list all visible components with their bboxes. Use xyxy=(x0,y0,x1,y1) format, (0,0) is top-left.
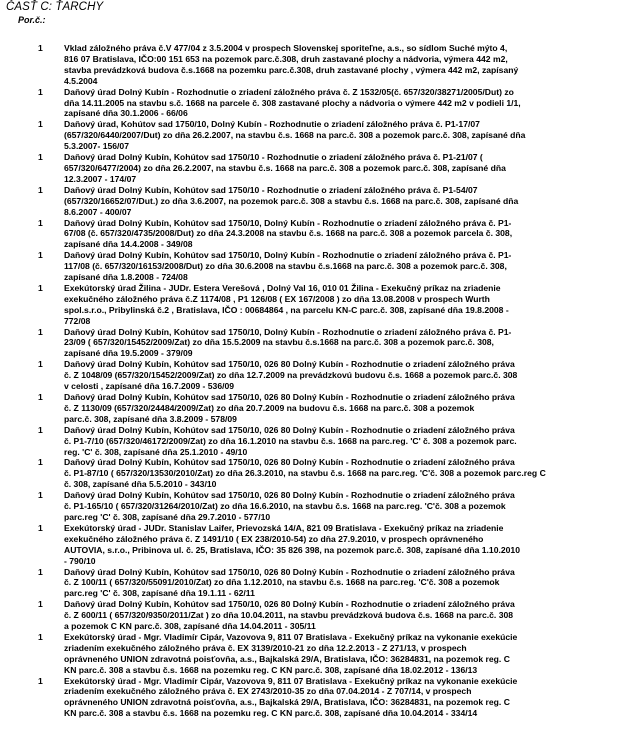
entry-text xyxy=(64,392,620,425)
entry-text-line: (657/320/16652/07/Dut.) zo dňa 3.6.2007, na pozemok parc.č. 308 a stavbu č.s. 1668 na parc.č. 308, zapísané dňa xyxy=(64,195,519,206)
entry-text-line: č. Z 100/11 ( 657/320/55091/2010/Zat) zo dňa 1.12.2010, na stavbu č.s. 1668 na parc.reg. 'C'č. 308 a pozemok xyxy=(64,577,500,588)
entry-text-line: KN parc.č. 308 a stavbu č.s. 1668 na pozemku reg. C KN parc.č. 308, zapísané dňa 18.02.2012 - 136/13 xyxy=(64,664,478,675)
encumbrance-entry xyxy=(0,185,628,218)
column-header-order-number: Por.č.: xyxy=(18,15,46,25)
entry-text-line: parc.reg 'C' č. 308, zapísané dňa 29.7.2010 - 577/10 xyxy=(64,511,271,522)
entry-text xyxy=(64,283,620,327)
entry-text xyxy=(64,87,620,120)
encumbrance-entry xyxy=(0,425,628,458)
entry-text-line: Daňový úrad Dolný Kubín, Kohútov sad 1750/10, Dolný Kubín - Rozhodnutie o zriadení záložného práva č. P1- xyxy=(64,217,512,228)
entry-text xyxy=(64,490,620,523)
entry-text-line: Daňový úrad Dolný Kubín, Kohútov sad 1750/10, 026 80 Dolný Kubín - Rozhodnutie o zriadení záložného práva xyxy=(64,599,515,610)
entry-text xyxy=(64,599,620,632)
entry-text xyxy=(64,676,620,720)
encumbrance-entry xyxy=(0,490,628,523)
entry-number: 1 xyxy=(38,119,43,130)
entry-text xyxy=(64,523,620,567)
entry-number: 1 xyxy=(38,675,43,686)
encumbrance-entry xyxy=(0,283,628,327)
entry-text-line: dňa 14.11.2005 na stavbu s.č. 1668 na parcele č. 308 zastavané plochy a nádvoria o výmere 442 m2 v podieli 1/1, xyxy=(64,97,521,108)
entry-text-line: č. 308, zapísané dňa 5.5.2010 - 343/10 xyxy=(64,479,217,490)
entry-text-line: - 790/10 xyxy=(64,555,96,566)
entry-text-line: a pozemok C KN parc.č. 308, zapísané dňa 14.04.2011 - 305/11 xyxy=(64,621,316,632)
encumbrance-entry xyxy=(0,359,628,392)
entry-text-line: 8.6.2007 - 400/07 xyxy=(64,206,132,217)
entry-number: 1 xyxy=(38,250,43,261)
entry-text xyxy=(64,185,620,218)
entry-text xyxy=(64,152,620,185)
entry-text-line: zapísané dňa 30.1.2006 - 66/06 xyxy=(64,108,188,119)
encumbrance-entry xyxy=(0,250,628,283)
encumbrance-entry xyxy=(0,523,628,567)
encumbrance-entry xyxy=(0,119,628,152)
entry-text-line: 5.3.2007- 156/07 xyxy=(64,141,129,152)
entry-text-line: Daňový úrad Dolný Kubín, Kohútov sad 1750/10, Dolný Kubín - Rozhodnutie o zriadení záložného práva č. P1- xyxy=(64,250,512,261)
entry-number: 1 xyxy=(38,566,43,577)
entry-text-line: č. Z 1048/09 (657/320/15452/2009/Zat) zo dňa 12.7.2009 na prevádzkovú budovu č.s. 1668 a pozemok parc.č. 308 xyxy=(64,370,518,381)
entry-text-line: Daňový úrad Dolný Kubín, Kohútov sad 1750/10 - Rozhodnutie o zriadení záložného práva č. P1-54/07 xyxy=(64,184,478,195)
section-title: ČASŤ C: ŤARCHY xyxy=(6,1,104,13)
entry-text-line: Exekútorský úrad - Mgr. Vladimír Cipár, Vazovova 9, 811 07 Bratislava - Exekučný príkaz na vykonanie exekúcie xyxy=(64,675,518,686)
entry-text xyxy=(64,359,620,392)
entry-text-line: oprávneného UNION zdravotná poisťovňa, a.s., Bajkalská 29/A, Bratislava, IČO: 36284831, na pozemok reg. C xyxy=(64,653,510,664)
entry-text-line: exekučného záložného práva č. Z 1491/10 ( EX 238/2010-54) zo dňa 27.9.2010, v prospech oprávneného xyxy=(64,533,484,544)
entry-number: 1 xyxy=(38,217,43,228)
entry-text-line: Daňový úrad Dolný Kubín, Kohútov sad 1750/10, 026 80 Dolný Kubín - Rozhodnutie o zriadení záložného práva xyxy=(64,457,515,468)
entry-number: 1 xyxy=(38,86,43,97)
encumbrance-entry xyxy=(0,218,628,251)
entry-text xyxy=(64,632,620,676)
entry-text-line: 23/09 ( 657/320/15452/2009/Zat) zo dňa 15.5.2009 na stavbu č.s.1668 na parc.č. 308 a pozemok parc.č. 308, xyxy=(64,337,494,348)
encumbrance-entry xyxy=(0,599,628,632)
entry-text-line: (657/320/6440/2007/Dut) zo dňa 26.2.2007, na stavbu č.s. 1668 na parc.č. 308 a pozemok parc.č. 308, zapísané dňa xyxy=(64,130,526,141)
entry-text xyxy=(64,567,620,600)
entry-text-line: v celosti , zapísané dňa 16.7.2009 - 536/09 xyxy=(64,381,235,392)
entry-text-line: Daňový úrad Dolný Kubín - Rozhodnutie o zriadení záložného práva č. Z 1532/05(č. 657/320/38271/2005/Dut) zo xyxy=(64,86,514,97)
entry-text-line: 117/08 (č. 657/320/16153/2008/Dut) zo dňa 30.6.2008 na stavbu č.s.1668 na parc.č. 308 a pozemok parc.č. 308, xyxy=(64,261,507,272)
entry-text-line: Daňový úrad Dolný Kubín, Kohútov sad 1750/10, 026 80 Dolný Kubín - Rozhodnutie o zriadení záložného práva xyxy=(64,392,515,402)
entry-text-line: Exekútorský úrad - Mgr. Vladimír Cipár, Vazovova 9, 811 07 Bratislava - Exekučný príkaz na vykonanie exekúcie xyxy=(64,631,518,642)
entry-text-line: Daňový úrad Dolný Kubín, Kohútov sad 1750/10, Dolný Kubín - Rozhodnutie o zriadení záložného práva č. P1- xyxy=(64,326,512,337)
entry-text-line: 67/08 (č. 657/320/4735/2008/Dut) zo dňa 24.3.2008 na stavbu č.s. 1668 na parc.č. 308 a pozemok parcela č. 308, xyxy=(64,228,513,239)
entry-text-line: exekučného záložného práva č.Z 1174/08 , P1 126/08 ( EX 167/2008 ) zo dňa 13.08.2008 v prospech Wurth xyxy=(64,293,490,304)
entry-text xyxy=(64,327,620,360)
entry-text-line: zapísané dňa 1.8.2008 - 724/08 xyxy=(64,272,188,283)
entry-text xyxy=(64,457,620,490)
entry-text xyxy=(64,43,620,87)
entry-text-line: 12.3.2007 - 174/07 xyxy=(64,173,137,184)
entry-text-line: KN parc.č. 308 a stavbu č.s. 1668 na pozemku reg. C KN parc.č. 308, zapísané dňa 10.04.2014 - 334/14 xyxy=(64,708,478,719)
entry-number: 1 xyxy=(38,599,43,610)
entry-text-line: č. P1-165/10 ( 657/320/31264/2010/Zat) zo dňa 16.6.2010, na stavbu č.s. 1668 na parc.reg. 'C'č. 308 a pozemok xyxy=(64,501,506,512)
entry-text-line: reg. 'C' č. 308, zapísané dňa 25.1.2010 - 49/10 xyxy=(64,446,248,457)
entry-text-line: zriadením exekučného záložného práva č. EX 3139/2010-21 zo dňa 12.2.2013 - Z 271/13, v prospech xyxy=(64,642,467,653)
entry-number: 1 xyxy=(38,631,43,642)
entry-text-line: 657/320/6477/2004) zo dňa 26.2.2007, na stavbu č.s. 1668 na parc.č. 308 a pozemok parc.č. 308, zapísané dňa xyxy=(64,162,506,173)
encumbrance-entry xyxy=(0,457,628,490)
entry-text-line: Daňový úrad Dolný Kubín, Kohútov sad 1750/10, 026 80 Dolný Kubín - Rozhodnutie o zriadení záložného práva xyxy=(64,359,515,370)
entry-text-line: 772/08 xyxy=(64,315,91,326)
entry-text-line: Daňový úrad Dolný Kubín, Kohútov sad 1750/10, 026 80 Dolný Kubín - Rozhodnutie o zriadení záložného práva xyxy=(64,566,515,577)
entry-number: 1 xyxy=(38,424,43,435)
entry-text-line: č. P1-87/10 ( 657/320/13530/2010/Zat) zo dňa 26.3.2010, na stavbu č.s. 1668 na parc.reg. 'C'č. 308 a pozemok parc.reg C xyxy=(64,468,546,479)
entry-number: 1 xyxy=(38,392,43,402)
entry-text-line: zriadením exekučného záložného práva č. EX 2743/2010-35 zo dňa 07.04.2014 - Z 707/14, v prospech xyxy=(64,686,472,697)
entry-number: 1 xyxy=(38,282,43,293)
entry-text-line: AUTOVIA, s.r.o., Pribinova ul. č. 25, Bratislava, IČO: 35 826 398, na pozemok parc.č. 308, zapísané dňa 1.10.2010 xyxy=(64,544,520,555)
entry-text xyxy=(64,425,620,458)
encumbrance-entry xyxy=(0,392,628,425)
encumbrance-list xyxy=(0,43,628,719)
entry-text xyxy=(64,218,620,251)
entry-number: 1 xyxy=(38,184,43,195)
entry-text xyxy=(64,119,620,152)
entry-text-line: č. Z 600/11 ( 657/320/9350/2011/Zat ) zo dňa 10.04.2011, na stavbu prevádzková budova č.s. 1668 na parc.č. 308 xyxy=(64,610,514,621)
entry-number: 1 xyxy=(38,152,43,163)
encumbrance-entry xyxy=(0,43,628,87)
encumbrance-entry xyxy=(0,676,628,720)
entry-text xyxy=(64,250,620,283)
entry-text-line: Vklad záložného práva č.V 477/04 z 3.5.2004 v prospech Slovenskej sporiteľne, a.s., so sídlom Suché mýto 4, xyxy=(64,43,508,53)
entry-number: 1 xyxy=(38,490,43,501)
encumbrance-entry xyxy=(0,87,628,120)
entry-text-line: zapísané dňa 14.4.2008 - 349/08 xyxy=(64,239,193,250)
entry-text-line: parc.č. 308, zapísané dňa 3.8.2009 - 578/09 xyxy=(64,413,237,424)
entry-number: 1 xyxy=(38,43,43,53)
entry-text-line: oprávneného UNION zdravotná poisťovňa, a.s., Bajkalská 29/A, Bratislava, IČO: 36284831, na pozemok reg. C xyxy=(64,697,510,708)
entry-text-line: 816 07 Bratislava, IČO:00 151 653 na pozemok parc.č.308, druh zastavané plochy a nádvoria, výmera 442 m2, xyxy=(64,53,508,64)
entry-text-line: Exekútorský úrad - JUDr. Stanislav Laifer, Prievozská 14/A, 821 09 Bratislava - Exekučný príkaz na zriadenie xyxy=(64,522,504,533)
entry-text-line: č. P1-7/10 (657/320/46172/2009/Zat) zo dňa 16.1.2010 na stavbu č.s. 1668 na parc.reg. 'C' č. 308 a pozemok parc. xyxy=(64,435,517,446)
entry-text-line: č. Z 1130/09 (657/320/24484/2009/Zat) zo dňa 20.7.2009 na budovu č.s. 1668 na parc.č. 308 a pozemok xyxy=(64,402,475,413)
encumbrance-entry xyxy=(0,327,628,360)
entry-text-line: spol.s.r.o., Pribylinská č.2 , Bratislava, IČO : 00684864 , na parcelu KN-C parc.č. 308, zapísané dňa 19.8.2008 - xyxy=(64,304,509,315)
entry-text-line: parc.reg 'C' č. 308, zapísané dňa 19.1.11 - 62/11 xyxy=(64,588,255,599)
entry-text-line: zapísané dňa 19.5.2009 - 379/09 xyxy=(64,348,193,359)
entry-number: 1 xyxy=(38,359,43,370)
entry-text-line: Daňový úrad Dolný Kubín, Kohútov sad 1750/10, 026 80 Dolný Kubín - Rozhodnutie o zriadení záložného práva xyxy=(64,424,515,435)
encumbrance-entry xyxy=(0,632,628,676)
encumbrance-entry xyxy=(0,567,628,600)
entry-number: 1 xyxy=(38,457,43,468)
entry-text-line: 4.5.2004 xyxy=(64,75,98,86)
entry-text-line: Exekútorský úrad Žilina - JUDr. Estera Verešová , Dolný Val 16, 010 01 Žilina - Exekučný príkaz na zriadenie xyxy=(64,282,501,293)
entry-text-line: Daňový úrad Dolný Kubín, Kohútov sad 1750/10 - Rozhodnutie o zriadení záložného práva č. P1-21/07 ( xyxy=(64,152,483,163)
entry-text-line: stavba prevádzková budova č.s.1668 na pozemku parc.č.308, druh zastavané plochy , výmera 442 m2, zapísaný xyxy=(64,64,519,75)
encumbrance-entry xyxy=(0,152,628,185)
entry-text-line: Daňový úrad Dolný Kubín, Kohútov sad 1750/10, 026 80 Dolný Kubín - Rozhodnutie o zriadení záložného práva xyxy=(64,490,515,501)
entry-number: 1 xyxy=(38,522,43,533)
entry-text-line: Daňový úrad, Kohútov sad 1750/10, Dolný Kubín - Rozhodnutie o zriadení záložného práva č. P1-17/07 xyxy=(64,119,480,130)
entry-number: 1 xyxy=(38,326,43,337)
